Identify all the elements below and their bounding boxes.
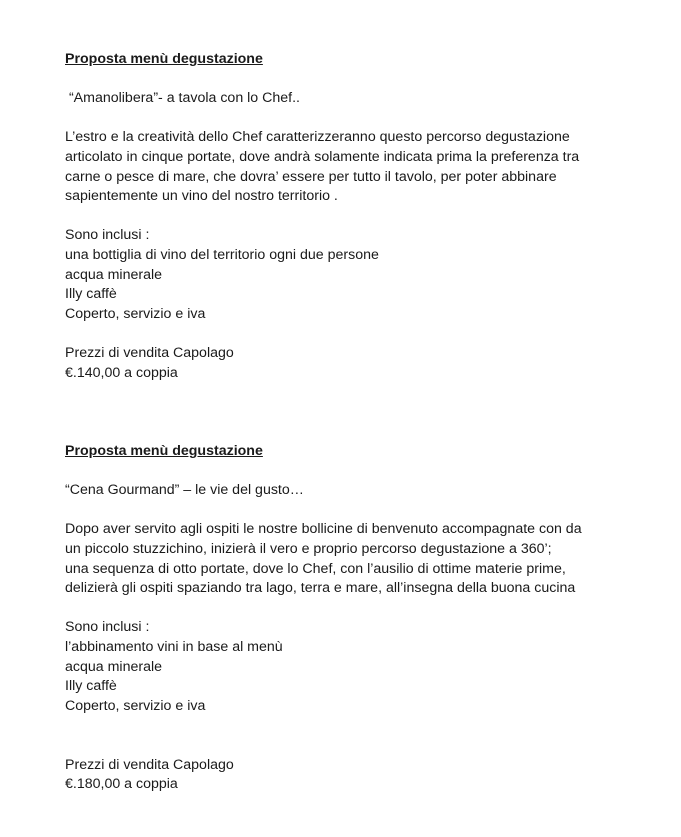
- menu2-included-item: acqua minerale: [65, 658, 163, 675]
- menu2-subtitle: “Cena Gourmand” – le vie del gusto…: [65, 482, 304, 499]
- menu2-description-line: delizierà gli ospiti spaziando tra lago, terra e mare, all’insegna della buona cucina: [65, 580, 576, 597]
- menu2-included-item: Illy caffè: [65, 678, 117, 695]
- menu1-description-line: sapientemente un vino del nostro territorio .: [65, 188, 338, 205]
- menu1-included-item: Illy caffè: [65, 286, 117, 303]
- menu1-price: €.140,00 a coppia: [65, 364, 178, 381]
- menu2-price-label: Prezzi di vendita Capolago: [65, 756, 234, 773]
- menu2-included-list: [65, 638, 665, 716]
- menu1-included-item: una bottiglia di vino del territorio ogni due persone: [65, 246, 379, 263]
- menu1-description-line: articolato in cinque portate, dove andrà solamente indicata prima la preferenza tra: [65, 148, 580, 165]
- menu2-price: €.180,00 a coppia: [65, 776, 178, 793]
- menu1-description-line: carne o pesce di mare, che dovra’ essere per tutto il tavolo, per poter abbinare: [65, 168, 557, 185]
- menu2-included-item: Coperto, servizio e iva: [65, 697, 206, 714]
- menu1-included-item: acqua minerale: [65, 266, 163, 283]
- menu2-included-label: Sono inclusi :: [65, 619, 150, 636]
- menu2-description-line: Dopo aver servito agli ospiti le nostre bollicine di benvenuto accompagnate con da: [65, 521, 582, 538]
- menu1-included-list: [65, 246, 665, 324]
- menu2-included-item: l’abbinamento vini in base al menù: [65, 638, 283, 655]
- menu1-included-label: Sono inclusi :: [65, 227, 150, 244]
- menu1-title: Proposta menù degustazione: [65, 51, 263, 67]
- menu2-description-line: una sequenza di otto portate, dove lo Chef, con l’ausilio di ottime materie prime,: [65, 560, 566, 577]
- menu1-included-item: Coperto, servizio e iva: [65, 305, 206, 322]
- menu1-description: [65, 128, 665, 206]
- menu2-description-line: un piccolo stuzzichino, inizierà il vero e proprio percorso degustazione a 360’;: [65, 540, 552, 557]
- menu2-section: [65, 442, 665, 795]
- menu2-title: Proposta menù degustazione: [65, 443, 263, 459]
- menu1-section: [65, 50, 665, 383]
- menu1-subtitle: “Amanolibera”- a tavola con lo Chef..: [65, 90, 300, 107]
- menu1-description-line: L’estro e la creatività dello Chef caratterizzeranno questo percorso degustazione: [65, 129, 570, 146]
- menu1-price-label: Prezzi di vendita Capolago: [65, 344, 234, 361]
- menu2-description: [65, 520, 665, 598]
